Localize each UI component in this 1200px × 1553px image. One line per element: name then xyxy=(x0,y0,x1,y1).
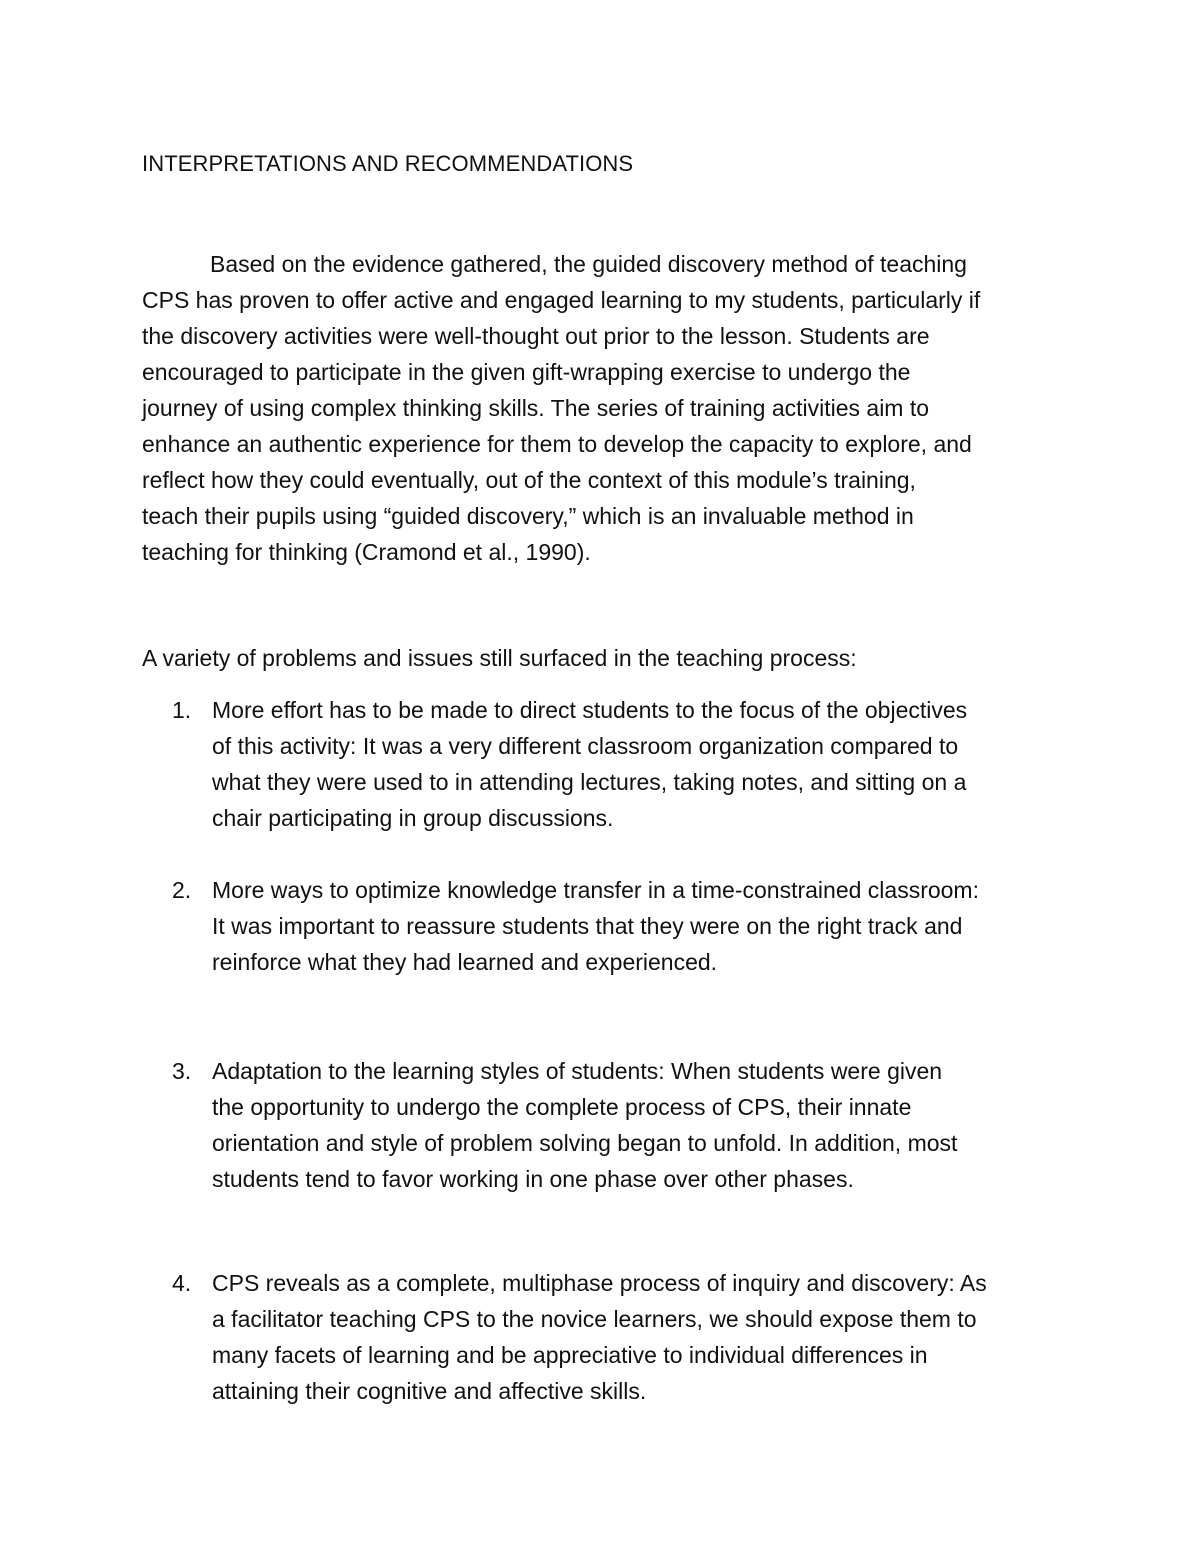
list-item-text xyxy=(212,1265,987,1409)
list-number: 4. xyxy=(172,1270,192,1296)
list-line: More ways to optimize knowledge transfer in a time-constrained classroom: xyxy=(212,877,979,903)
list-item-text xyxy=(212,1053,957,1197)
list-line: what they were used to in attending lectures, taking notes, and sitting on a xyxy=(212,769,967,795)
paragraph-line: teaching for thinking (Cramond et al., 1990). xyxy=(142,539,591,565)
list-line: of this activity: It was a very different classroom organization compared to xyxy=(212,733,959,759)
list-item-text xyxy=(212,872,979,980)
list-line: Adaptation to the learning styles of students: When students were given xyxy=(212,1058,943,1084)
list-line: chair participating in group discussions. xyxy=(212,805,614,831)
list-line: It was important to reassure students that they were on the right track and xyxy=(212,913,963,939)
list-line: reinforce what they had learned and experienced. xyxy=(212,949,718,975)
paragraph-line: teach their pupils using “guided discovery,” which is an invaluable method in xyxy=(142,503,914,529)
paragraph-line: the discovery activities were well-thought out prior to the lesson. Students are xyxy=(142,323,930,349)
list-line: a facilitator teaching CPS to the novice learners, we should expose them to xyxy=(212,1306,977,1332)
list-line: students tend to favor working in one phase over other phases. xyxy=(212,1166,854,1192)
list-number: 2. xyxy=(172,877,192,903)
list-line: orientation and style of problem solving began to unfold. In addition, most xyxy=(212,1130,958,1156)
list-intro: A variety of problems and issues still surfaced in the teaching process: xyxy=(142,645,857,671)
paragraph-line: encouraged to participate in the given gift-wrapping exercise to undergo the xyxy=(142,359,911,385)
section-heading: INTERPRETATIONS AND RECOMMENDATIONS xyxy=(142,151,634,176)
list-line: attaining their cognitive and affective skills. xyxy=(212,1378,647,1404)
list-item-text xyxy=(212,692,967,836)
paragraph-line: journey of using complex thinking skills. The series of training activities aim to xyxy=(142,395,930,421)
body-paragraph xyxy=(142,246,1072,570)
paragraph-line: CPS has proven to offer active and engaged learning to my students, particularly if xyxy=(142,287,981,313)
list-line: CPS reveals as a complete, multiphase process of inquiry and discovery: As xyxy=(212,1270,987,1296)
list-number: 1. xyxy=(172,697,192,723)
list-line: More effort has to be made to direct students to the focus of the objectives xyxy=(212,697,968,723)
list-line: many facets of learning and be appreciative to individual differences in xyxy=(212,1342,928,1368)
paragraph-line: Based on the evidence gathered, the guided discovery method of teaching xyxy=(210,251,967,277)
list-number: 3. xyxy=(172,1058,192,1084)
paragraph-line: reflect how they could eventually, out of the context of this module’s training, xyxy=(142,467,916,493)
list-line: the opportunity to undergo the complete process of CPS, their innate xyxy=(212,1094,912,1120)
paragraph-line: enhance an authentic experience for them to develop the capacity to explore, and xyxy=(142,431,972,457)
